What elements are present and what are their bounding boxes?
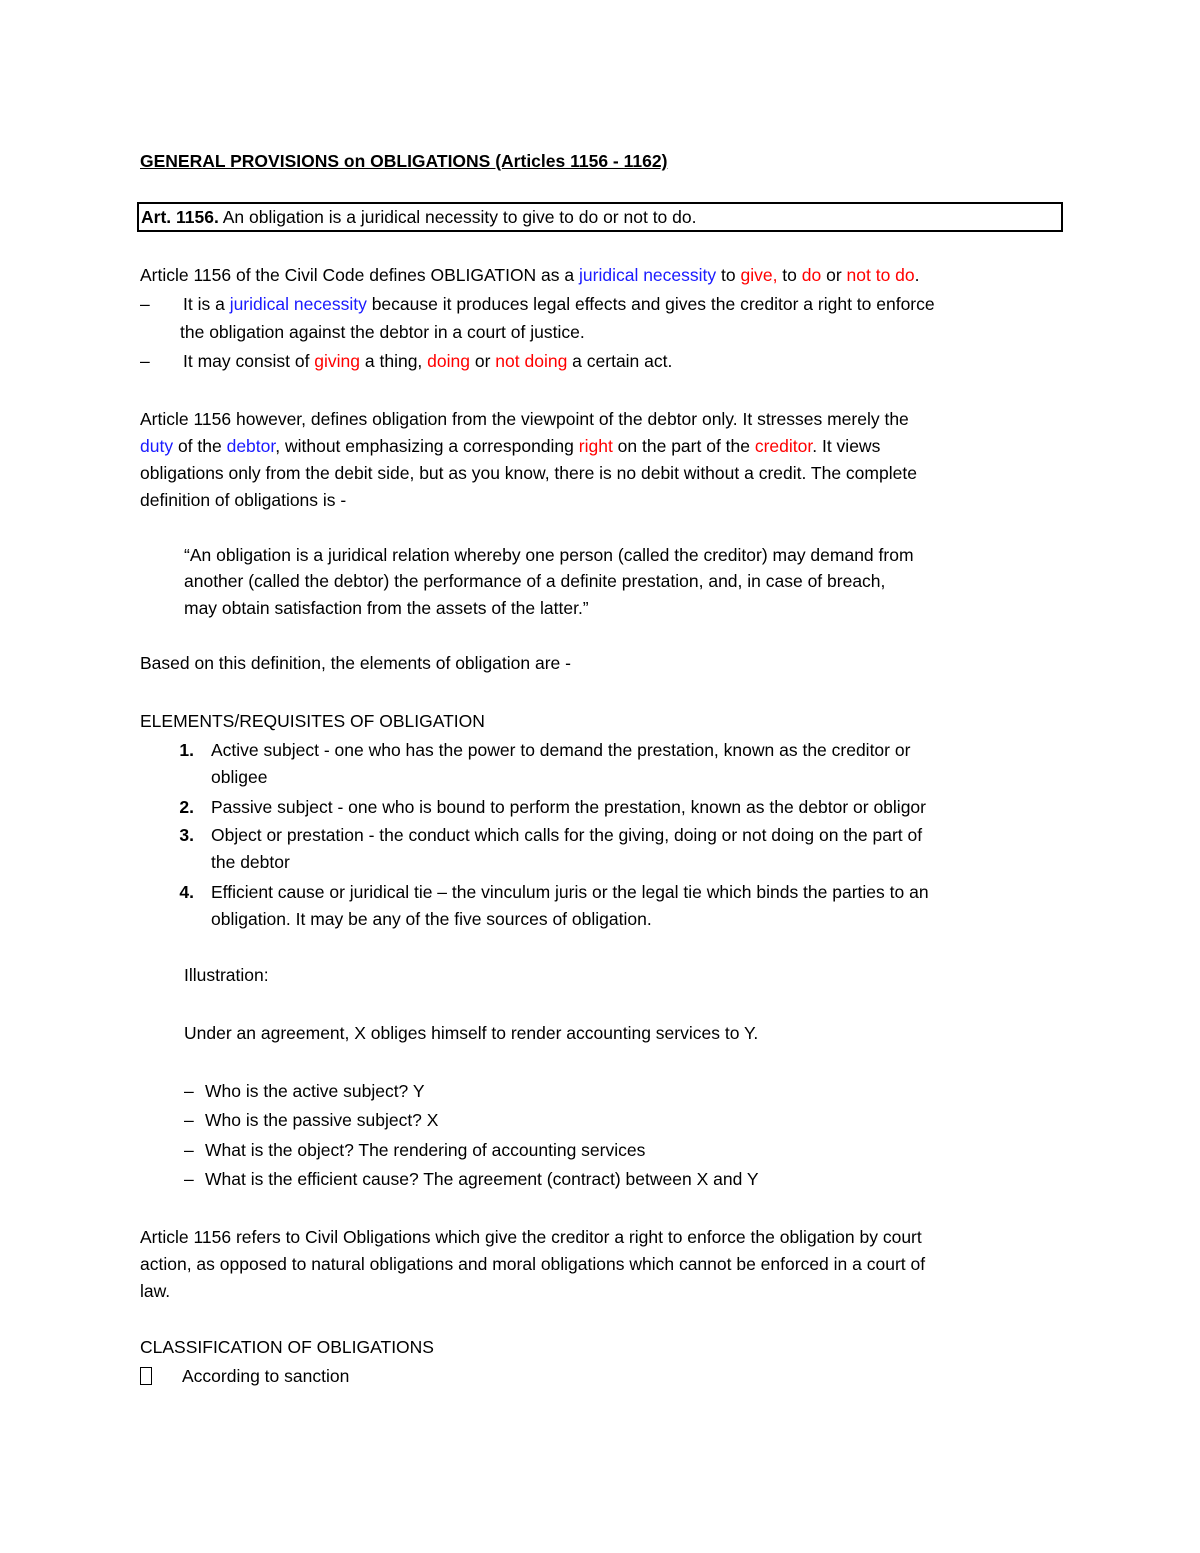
bullet-1-line-1: [183, 291, 935, 317]
list-item-4-line-2: obligation. It may be any of the five sources of obligation.: [211, 909, 652, 929]
qa-item: [205, 1078, 425, 1104]
list-number: 2.: [179, 797, 194, 817]
list-item-1-line-1: Active subject - one who has the power to demand the prestation, known as the creditor or: [211, 740, 911, 760]
quote-line-1: “An obligation is a juridical relation whereby one person (called the creditor) may demand from: [184, 545, 914, 565]
paragraph-definition: [140, 262, 920, 288]
qa-answer: Y: [408, 1081, 425, 1101]
illustration-text: Under an agreement, X obliges himself to render accounting services to Y.: [184, 1023, 759, 1043]
qa-item: [205, 1107, 438, 1133]
bullet-dash: –: [140, 294, 150, 314]
paragraph-2-line-4: definition of obligations is -: [140, 490, 347, 510]
text-run: It is a: [183, 294, 230, 314]
highlight-red: creditor: [754, 436, 813, 456]
text-run: Article 1156 of the Civil Code defines OBLIGATION as a: [140, 265, 579, 285]
quote-line-3: may obtain satisfaction from the assets of the latter.”: [184, 598, 589, 618]
text-run: on the part of the: [612, 436, 755, 456]
text-run: .: [914, 265, 920, 285]
article-number: Art. 1156.: [141, 207, 219, 227]
list-item-1-line-2: obligee: [211, 767, 268, 787]
text-run: It may consist of: [183, 351, 315, 371]
list-number: 1.: [179, 740, 194, 760]
highlight-blue: juridical necessity: [579, 265, 717, 285]
list-item-3-line-1: Object or prestation - the conduct which calls for the giving, doing or not doing on the part of: [211, 825, 923, 845]
text-run: , without emphasizing a corresponding: [275, 436, 579, 456]
bullet-dash: –: [184, 1140, 194, 1160]
bullet-2: [183, 348, 672, 374]
bullet-dash: –: [184, 1081, 194, 1101]
text-run: a thing,: [360, 351, 428, 371]
qa-answer: The agreement (contract) between X and Y: [418, 1169, 759, 1189]
text-run: . It views: [812, 436, 881, 456]
qa-question: What is the object?: [205, 1140, 354, 1160]
qa-item: [205, 1166, 759, 1192]
elements-heading: ELEMENTS/REQUISITES OF OBLIGATION: [140, 711, 485, 731]
bullet-dash: –: [184, 1110, 194, 1130]
checkbox-bullet-icon: [140, 1367, 152, 1385]
paragraph-2-line-3: obligations only from the debit side, but as you know, there is no debit without a credit. The complete: [140, 463, 917, 483]
list-item-4-line-1: Efficient cause or juridical tie – the vinculum juris or the legal tie which binds the parties to an: [211, 882, 929, 902]
article-text: An obligation is a juridical necessity to give to do or not to do.: [218, 207, 697, 227]
illustration-label: Illustration:: [184, 965, 269, 985]
text-run: of the: [173, 436, 227, 456]
highlight-red: doing: [427, 351, 470, 371]
paragraph-4-line-2: action, as opposed to natural obligations and moral obligations which cannot be enforced in a court of: [140, 1254, 926, 1274]
text-run: because it produces legal effects and gives the creditor a right to enforce: [366, 294, 935, 314]
highlight-blue: duty: [140, 436, 174, 456]
paragraph-4-line-1: Article 1156 refers to Civil Obligations which give the creditor a right to enforce the obligation by court: [140, 1227, 922, 1247]
list-item-3-line-2: the debtor: [211, 852, 290, 872]
qa-answer: X: [421, 1110, 439, 1130]
classification-item: According to sanction: [182, 1366, 350, 1386]
bullet-dash: –: [184, 1169, 194, 1189]
highlight-blue: juridical necessity: [229, 294, 367, 314]
paragraph-4-line-3: law.: [140, 1281, 171, 1301]
text-run: a certain act.: [567, 351, 673, 371]
text-run: or: [821, 265, 847, 285]
highlight-red: not doing: [495, 351, 568, 371]
list-number: 3.: [179, 825, 194, 845]
bullet-dash: –: [140, 351, 150, 371]
qa-item: [205, 1137, 645, 1163]
article-box-text: [141, 204, 696, 230]
paragraph-3: Based on this definition, the elements of obligation are -: [140, 653, 571, 673]
highlight-red: do: [801, 265, 822, 285]
highlight-red: giving: [314, 351, 361, 371]
text-run: to: [716, 265, 741, 285]
paragraph-2-line-1: Article 1156 however, defines obligation from the viewpoint of the debtor only. It stresses merely the: [140, 409, 909, 429]
highlight-red: right: [578, 436, 613, 456]
text-run: or: [470, 351, 496, 371]
list-number: 4.: [179, 882, 194, 902]
qa-question: Who is the passive subject?: [205, 1110, 422, 1130]
classification-heading: CLASSIFICATION OF OBLIGATIONS: [140, 1337, 434, 1357]
page-title: GENERAL PROVISIONS on OBLIGATIONS (Articles 1156 - 1162): [140, 151, 668, 171]
highlight-red: not to do: [846, 265, 915, 285]
qa-question: What is the efficient cause?: [205, 1169, 419, 1189]
paragraph-2-line-2: [140, 433, 880, 459]
qa-question: Who is the active subject?: [205, 1081, 409, 1101]
highlight-red: give,: [740, 265, 778, 285]
list-item-2-line-1: Passive subject - one who is bound to perform the prestation, known as the debtor or obligor: [211, 797, 926, 817]
bullet-1-line-2: the obligation against the debtor in a court of justice.: [180, 322, 585, 342]
text-run: to: [777, 265, 802, 285]
quote-line-2: another (called the debtor) the performance of a definite prestation, and, in case of breach,: [184, 571, 886, 591]
qa-answer: The rendering of accounting services: [353, 1140, 646, 1160]
highlight-blue: debtor: [226, 436, 276, 456]
